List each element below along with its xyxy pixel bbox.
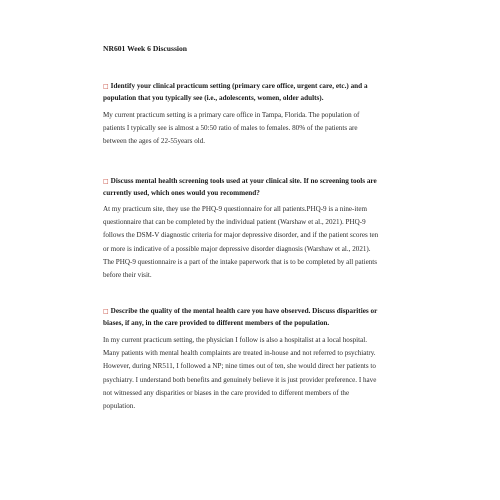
answer-2-line-5: The PHQ-9 questionnaire is a part of the intake paperwork that is to be completed by all patients <box>103 257 378 266</box>
question-2-line-1 <box>103 176 403 188</box>
answer-2-line-3: follows the DSM-V diagnostic criteria for major depressive disorder, and if the patient scores ten <box>103 231 379 240</box>
answer-3-line-3: However, during NR511, I followed a NP; nine times out of ten, she would direct her patients to <box>103 362 376 371</box>
document-title: NR601 Week 6 Discussion <box>103 44 188 53</box>
answer-3-line-4: psychiatry. I understand both benefits and genuinely believe it is just provider preference. I have <box>103 375 377 384</box>
question-1-text-1: Identify your clinical practicum setting (primary care office, urgent care, etc.) and a <box>110 82 368 90</box>
answer-1-line-2: patients I typically see is almost a 50:50 ratio of males to females. 80% of the patients are <box>103 124 358 133</box>
answer-3 <box>103 334 403 413</box>
answer-2-line-2: questionnaire that can be completed by the individual patient (Warshaw et al., 2021). PHQ-9 <box>103 218 366 227</box>
answer-1 <box>103 109 403 149</box>
question-3-text-1: Describe the quality of the mental health care you have observed. Discuss disparities or <box>110 307 378 315</box>
answer-3-line-5: not witnessed any disparities or biases in the care provided to different members of the <box>103 388 350 397</box>
question-2-text-1: Discuss mental health screening tools used at your clinical site. If no screening tools are <box>110 177 377 185</box>
answer-3-line-6: population. <box>103 402 136 411</box>
question-1-line-2: population that you typically see (i.e., adolescents, women, older adults). <box>103 93 324 102</box>
answer-3-line-1: In my current practicum setting, the physician I follow is also a hospitalist at a local hospital. <box>103 336 367 344</box>
discussion-section-1 <box>103 81 403 149</box>
question-2-line-2: currently used, which ones would you recommend? <box>103 188 260 197</box>
answer-2 <box>103 203 403 282</box>
checkbox-bullet-icon: □ <box>103 308 109 315</box>
answer-2-line-6: before their visit. <box>103 271 152 280</box>
checkbox-bullet-icon: □ <box>103 178 109 185</box>
question-3 <box>103 306 403 329</box>
answer-3-line-2: Many patients with mental health complaints are treated in-house and not referred to psychiatry. <box>103 349 376 358</box>
checkbox-bullet-icon: □ <box>103 83 109 90</box>
answer-2-line-4: or more is indicative of a possible major depressive disorder diagnosis (Warshaw et al., 2021). <box>103 244 371 253</box>
question-2 <box>103 176 403 199</box>
answer-1-line-3: between the ages of 22-55years old. <box>103 137 206 146</box>
discussion-section-2 <box>103 176 403 282</box>
question-3-line-1 <box>103 306 403 318</box>
answer-1-line-1: My current practicum setting is a primary care office in Tampa, Florida. The population of <box>103 111 360 119</box>
question-1-line-1 <box>103 81 403 93</box>
question-1 <box>103 81 403 104</box>
question-3-line-2: biases, if any, in the care provided to different members of the population. <box>103 318 330 327</box>
discussion-section-3 <box>103 306 403 413</box>
answer-2-line-1: At my practicum site, they use the PHQ-9 questionnaire for all patients.PHQ-9 is a nine-item <box>103 205 367 213</box>
